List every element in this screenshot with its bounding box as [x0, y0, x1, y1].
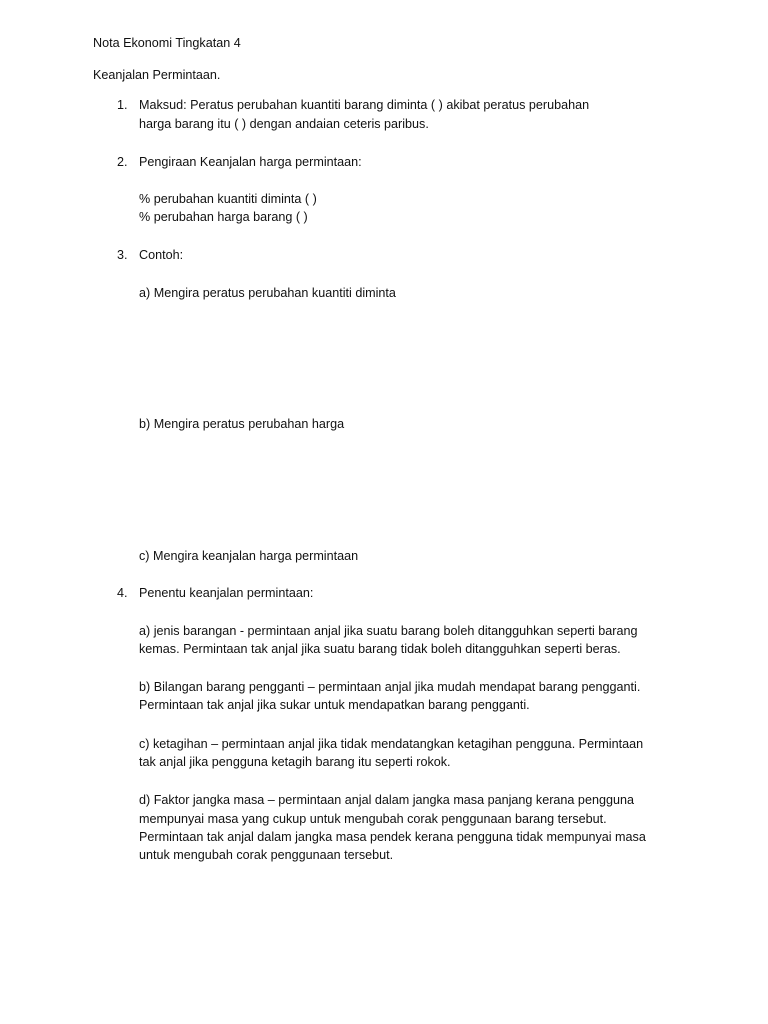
definition-line-2: harga barang itu ( ) dengan andaian ceteris paribus.	[139, 117, 429, 131]
calculation-title: Pengiraan Keanjalan harga permintaan:	[139, 155, 362, 169]
document-title: Nota Ekonomi Tingkatan 4	[93, 36, 241, 50]
determinant-d-line-4: untuk mengubah corak penggunaan tersebut.	[139, 848, 394, 862]
formula-numerator: % perubahan kuantiti diminta ( )	[139, 192, 317, 206]
determinant-a-line-1: a) jenis barangan - permintaan anjal jika suatu barang boleh ditangguhkan seperti barang	[139, 624, 638, 638]
item-number-2: 2.	[117, 155, 128, 169]
definition-line-1: Maksud: Peratus perubahan kuantiti barang diminta ( ) akibat peratus perubahan	[139, 98, 590, 112]
item-number-4: 4.	[117, 586, 128, 600]
item-number-3: 3.	[117, 248, 128, 262]
example-title: Contoh:	[139, 248, 184, 262]
determinant-c-line-2: tak anjal jika pengguna ketagih barang itu seperti rokok.	[139, 755, 451, 769]
example-a: a) Mengira peratus perubahan kuantiti diminta	[139, 286, 396, 300]
item-number-1: 1.	[117, 98, 128, 112]
determinant-d-line-1: d) Faktor jangka masa – permintaan anjal dalam jangka masa panjang kerana pengguna	[139, 793, 634, 807]
determinant-b-line-2: Permintaan tak anjal jika sukar untuk mendapatkan barang pengganti.	[139, 698, 530, 712]
determinant-b-line-1: b) Bilangan barang pengganti – permintaan anjal jika mudah mendapat barang pengganti.	[139, 680, 641, 694]
determinant-d-line-2: mempunyai masa yang cukup untuk mengubah corak penggunaan barang tersebut.	[139, 812, 607, 826]
formula-denominator: % perubahan harga barang ( )	[139, 210, 308, 224]
section-heading: Keanjalan Permintaan.	[93, 68, 221, 82]
determinant-c-line-1: c) ketagihan – permintaan anjal jika tidak mendatangkan ketagihan pengguna. Permintaan	[139, 737, 644, 751]
determinant-a-line-2: kemas. Permintaan tak anjal jika suatu barang tidak boleh ditangguhkan seperti beras.	[139, 642, 621, 656]
example-c: c) Mengira keanjalan harga permintaan	[139, 549, 359, 563]
determinants-title: Penentu keanjalan permintaan:	[139, 586, 314, 600]
determinant-d-line-3: Permintaan tak anjal dalam jangka masa pendek kerana pengguna tidak mempunyai masa	[139, 830, 646, 844]
example-b: b) Mengira peratus perubahan harga	[139, 417, 345, 431]
